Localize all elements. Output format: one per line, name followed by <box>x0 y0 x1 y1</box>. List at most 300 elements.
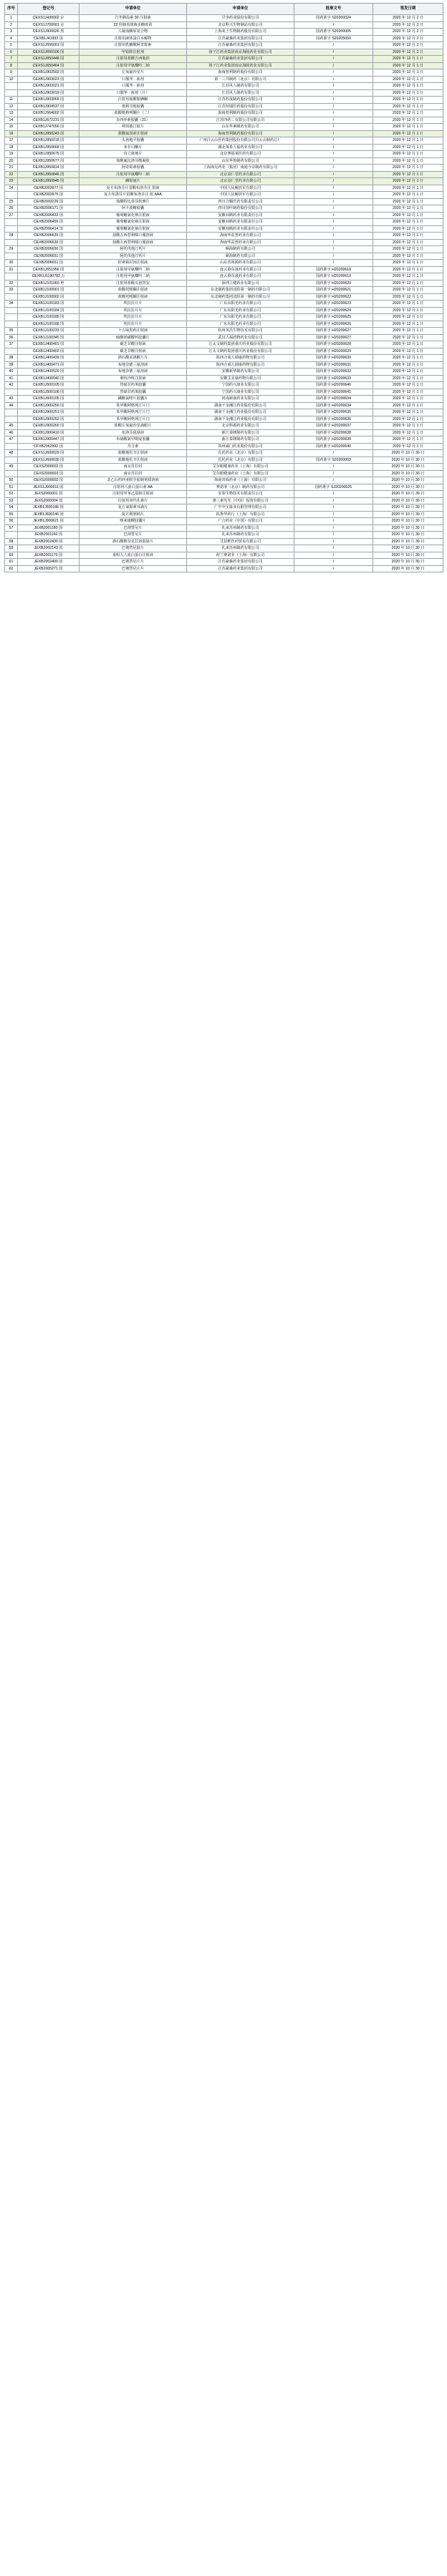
cell-approval-no: / <box>294 178 373 185</box>
cell-index <box>5 219 18 226</box>
cell-issue-date: 2020 年 12 月 1 日 <box>373 144 443 151</box>
cell-product: 23 价肺炎球菌多糖疫苗 <box>80 21 187 29</box>
cell-applicant: 陕西合成人瑞康药物有限公司 <box>187 355 294 362</box>
cell-applicant: 安徽双鹤药业有限责任公司 <box>187 219 294 226</box>
cell-approval-no: 国药准字 H20200636 <box>294 416 373 423</box>
cell-index: 30 <box>5 260 18 267</box>
cell-applicant: 海南普利制药股份有限公司 <box>187 69 294 77</box>
cell-applicant: 江太文制药集团重庆药业股份有限公司 <box>187 348 294 355</box>
header-row <box>5 4 443 15</box>
cell-register-no: CEXB1J100185 国 <box>18 314 80 321</box>
cell-applicant: 厮海制药有限公司 <box>187 246 294 253</box>
cell-applicant: 扬子江药业集团南京海陵药业有限公司 <box>187 62 294 69</box>
cell-approval-no: / <box>294 525 373 532</box>
table-row <box>5 348 443 355</box>
cell-applicant: 北京益仁堂药业有限公司 <box>187 171 294 178</box>
cell-issue-date: 2020 年 10 月 30 日 <box>373 457 443 464</box>
table-row <box>5 477 443 484</box>
cell-register-no: CEXB1J904537 国 <box>18 103 80 110</box>
cell-index: 32 <box>5 280 18 287</box>
cell-applicant: 中国人民解放军有限公司 <box>187 185 294 192</box>
cell-approval-no: / <box>294 545 373 552</box>
cell-issue-date: 2020 年 10 月 30 日 <box>373 538 443 545</box>
cell-product: 注射用盐酸吉西他滨 <box>80 56 187 63</box>
cell-issue-date: 2020 年 12 月 2 日 <box>373 42 443 49</box>
table-row <box>5 97 443 104</box>
table-row <box>5 491 443 498</box>
cell-applicant: 深圳立健药业有限公司 <box>187 280 294 287</box>
cell-issue-date: 2020 年 10 月 30 日 <box>373 464 443 471</box>
cell-issue-date: 2020 年 12 月 1 日 <box>373 178 443 185</box>
cell-product: 阿奇霉素胶囊 <box>80 165 187 172</box>
cell-issue-date: 2020 年 12 月 1 日 <box>373 253 443 260</box>
cell-index: 9 <box>5 69 18 77</box>
table-row <box>5 538 443 545</box>
cell-register-no: CEXB2003975 国 <box>18 192 80 199</box>
cell-issue-date: 2020 年 12 月 1 日 <box>373 334 443 341</box>
cell-index: 23 <box>5 178 18 185</box>
cell-index: 46 <box>5 429 18 436</box>
cell-applicant: 宁国药兴康业有限公司 <box>187 389 294 396</box>
cell-register-no: CEXB2006650 国 <box>18 246 80 253</box>
cell-approval-no: / <box>294 137 373 145</box>
cell-register-no: CEXS2000003 国 <box>18 470 80 477</box>
cell-register-no: CEXB1J564002 国 <box>18 110 80 117</box>
cell-product: 苯甲酸阿格列汀片门 <box>80 409 187 416</box>
table-row <box>5 382 443 389</box>
cell-applicant: 湖北莱希人福药业有限公司 <box>187 144 294 151</box>
cell-index: 5 <box>5 42 18 49</box>
cell-index: 62 <box>5 565 18 572</box>
cell-applicant: 四川国叶制药股份有限公司 <box>187 205 294 213</box>
cell-approval-no: / <box>294 470 373 477</box>
cell-product: 巴彻替尼片片 <box>80 559 187 566</box>
cell-index: 58 <box>5 538 18 545</box>
cell-product: 复方布洛芬片雷酸布洛芬注 射液 <box>80 185 187 192</box>
cell-index: 27 <box>5 212 18 219</box>
cell-issue-date: 2020 年 12 月 1 日 <box>373 443 443 450</box>
header-issue-date: 签发日期 <box>373 4 443 15</box>
cell-index: 28 <box>5 233 18 240</box>
cell-issue-date: 2020 年 12 月 1 日 <box>373 198 443 205</box>
cell-applicant: 安徽艾美康药物有限公司 <box>187 375 294 382</box>
cell-issue-date: 2020 年 12 月 1 日 <box>373 124 443 131</box>
cell-register-no: CEXB1J900410 国 <box>18 429 80 436</box>
cell-index: 2 <box>5 21 18 29</box>
cell-index: 29 <box>5 246 18 253</box>
cell-issue-date: 2020 年 12 月 1 日 <box>373 62 443 69</box>
table-row <box>5 130 443 137</box>
cell-issue-date: 2020 年 10 月 30 日 <box>373 470 443 477</box>
table-row <box>5 21 443 29</box>
cell-applicant: 扎托药业（北京）有限公司 <box>187 450 294 457</box>
header-index: 序号 <box>5 4 18 15</box>
cell-approval-no: 国药准字 H20200639 <box>294 436 373 444</box>
cell-index <box>5 409 18 416</box>
cell-applicant: 广州白云山医药集团股份有限公司白云山制药总厂 <box>187 137 294 145</box>
cell-approval-no: / <box>294 565 373 572</box>
table-row <box>5 532 443 539</box>
table-row <box>5 260 443 267</box>
cell-register-no: JEXB2001170 国 <box>18 552 80 559</box>
table-row <box>5 375 443 382</box>
cell-approval-no: 国药准字 H20200621 <box>294 287 373 294</box>
cell-product: 巴彻替尼片 <box>80 532 187 539</box>
table-row <box>5 450 443 457</box>
cell-applicant: 江苏四药二有限公司有限公司 <box>187 117 294 124</box>
table-row <box>5 545 443 552</box>
cell-approval-no: / <box>294 219 373 226</box>
cell-product: 口服华 · 液剂 <box>80 83 187 90</box>
cell-issue-date: 2020 年 12 月 1 日 <box>373 157 443 165</box>
cell-register-no: CEXB1J950668 国 <box>18 144 80 151</box>
cell-approval-no: / <box>294 552 373 559</box>
table-row <box>5 266 443 273</box>
table-row <box>5 436 443 444</box>
cell-issue-date: 2020 年 10 月 30 日 <box>373 504 443 512</box>
cell-index: 17 <box>5 137 18 145</box>
cell-product: 复方利胆钠片 <box>80 511 187 518</box>
cell-product: 注射用乳糖酸阿奇霉素 <box>80 42 187 49</box>
cell-index <box>5 532 18 539</box>
table-row <box>5 212 443 219</box>
cell-product: 重组人人血白蛋白注射液 <box>80 552 187 559</box>
cell-applicant: 江苏豪森药业集团有限公司 <box>187 35 294 42</box>
cell-register-no: CEXB1J1190782 万 <box>18 273 80 280</box>
cell-approval-no: 国药准字 H20200628 <box>294 341 373 348</box>
cell-product: 丹合素 <box>80 443 187 450</box>
cell-product: 注射用甲氨蝶呤二钠 <box>80 171 187 178</box>
cell-applicant: 连云港东晟药业有限公司 <box>187 266 294 273</box>
cell-approval-no: 国药准字 H20200622 <box>294 293 373 301</box>
cell-register-no: JEXB2002430 国 <box>18 538 80 545</box>
cell-index: 48 <box>5 450 18 457</box>
cell-register-no: CEXB1J900252 国 <box>18 416 80 423</box>
cell-product: 复方氯霉素耳滴片 <box>80 504 187 512</box>
cell-register-no: JEXB2002400 国 <box>18 559 80 566</box>
cell-applicant: 惠三素光光（中国）投资有限公司 <box>187 497 294 504</box>
cell-product: 磷霉氨片 <box>80 178 187 185</box>
approval-list-sheet <box>0 0 447 580</box>
cell-approval-no: / <box>294 62 373 69</box>
cell-issue-date: 2020 年 10 月 30 日 <box>373 532 443 539</box>
cell-register-no: CEXS1J650464 国 <box>18 62 80 69</box>
cell-index <box>5 348 18 355</box>
cell-approval-no: / <box>294 239 373 246</box>
cell-issue-date: 2020 年 12 月 1 日 <box>373 396 443 403</box>
cell-register-no: CEXB1J100184 国 <box>18 307 80 314</box>
table-row <box>5 89 443 97</box>
table-row <box>5 62 443 69</box>
cell-approval-no: 国药准字 H20200641 <box>294 389 373 396</box>
cell-product: 北乙白药西亚胺苷胶制剂质溶液 <box>80 477 187 484</box>
cell-approval-no: 国药准字 H20200634 <box>294 396 373 403</box>
cell-index: 61 <box>5 559 18 566</box>
cell-register-no: CEXB1J400402 国 <box>18 348 80 355</box>
cell-applicant: 甘李药业股份有限公司 <box>187 15 294 22</box>
cell-product: 门冬胰岛素 30 注射液 <box>80 15 187 22</box>
cell-approval-no: / <box>294 450 373 457</box>
cell-index <box>5 443 18 450</box>
cell-issue-date: 2020 年 12 月 1 日 <box>373 83 443 90</box>
cell-index: 57 <box>5 525 18 532</box>
cell-index: 50 <box>5 477 18 484</box>
cell-index: 31 <box>5 266 18 273</box>
cell-index: 19 <box>5 151 18 158</box>
cell-register-no: CEXB1J903023 国 <box>18 76 80 83</box>
cell-register-no: CEXB2006455 国 <box>18 219 80 226</box>
cell-approval-no: 国药准字 H20200631 <box>294 361 373 369</box>
cell-product: 苯甲酸阿格列汀片门 <box>80 402 187 409</box>
cell-issue-date: 2020 年 10 月 30 日 <box>373 559 443 566</box>
cell-register-no: CEXB1J100001 国 <box>18 287 80 294</box>
cell-index: 11 <box>5 97 18 104</box>
cell-index: 3 <box>5 29 18 36</box>
cell-register-no: JEXB2001160 国 <box>18 532 80 539</box>
table-row <box>5 35 443 42</box>
table-row <box>5 552 443 559</box>
cell-product: 注射用甲苯乙基胺注射液 <box>80 491 187 498</box>
cell-product: 注射用双代孔素片 <box>80 497 187 504</box>
cell-register-no: JEXB2005271 国 <box>18 565 80 572</box>
cell-approval-no: 国药准字 SJ20200025 <box>294 484 373 491</box>
table-row <box>5 280 443 287</box>
cell-approval-no: 国药准字 H20200618 <box>294 266 373 273</box>
cell-index: 42 <box>5 382 18 389</box>
cell-issue-date: 2020 年 12 月 1 日 <box>373 103 443 110</box>
table-row <box>5 198 443 205</box>
cell-issue-date: 2020 年 12 月 1 日 <box>373 212 443 219</box>
cell-register-no: JEXB1J600146 国 <box>18 511 80 518</box>
cell-index <box>5 253 18 260</box>
cell-index: 40 <box>5 369 18 376</box>
cell-register-no: CEXS1J700001 京 <box>18 21 80 29</box>
cell-index: 37 <box>5 341 18 348</box>
cell-issue-date: 2020 年 12 月 1 日 <box>373 314 443 321</box>
cell-issue-date: 2020 年 12 月 1 日 <box>373 369 443 376</box>
cell-index: 7 <box>5 56 18 63</box>
table-row <box>5 361 443 369</box>
cell-register-no: CEXB1J950846 国 <box>18 171 80 178</box>
cell-register-no: CEXB1J950218 国 <box>18 137 80 145</box>
cell-issue-date: 2020 年 12 月 2 日 <box>373 49 443 56</box>
cell-approval-no: 国药准字 H20200633 <box>294 375 373 382</box>
cell-issue-date: 2020 年 12 月 1 日 <box>373 56 443 63</box>
table-row <box>5 423 443 430</box>
cell-approval-no: / <box>294 260 373 267</box>
cell-register-no: CEXS1J600030 国 <box>18 457 80 464</box>
cell-index: 54 <box>5 504 18 512</box>
cell-applicant: 海南普利制药股份有限公司 <box>187 130 294 137</box>
cell-index <box>5 389 18 396</box>
table-row <box>5 246 443 253</box>
cell-product: 硫酸镁碳酸钙胶囊片 <box>80 334 187 341</box>
cell-product: 左氧氟沙星片 <box>80 69 187 77</box>
cell-product: 埃拉拉片片 <box>80 321 187 328</box>
cell-product: 多西环素胶囊（21） <box>80 117 187 124</box>
table-row <box>5 511 443 518</box>
cell-issue-date: 2020 年 12 月 1 日 <box>373 185 443 192</box>
table-row <box>5 239 443 246</box>
cell-applicant: 湖南千金湘江药业股份有限公司 <box>187 409 294 416</box>
cell-approval-no: / <box>294 225 373 233</box>
cell-register-no: CEXB1J41993 国 <box>18 35 80 42</box>
table-row <box>5 69 443 77</box>
cell-register-no: CEXB1J100002 国 <box>18 293 80 301</box>
table-row <box>5 205 443 213</box>
cell-index: 4 <box>5 35 18 42</box>
table-row <box>5 15 443 22</box>
cell-applicant: 北京益仁堂药业有限公司 <box>187 178 294 185</box>
cell-applicant: 荷兰赛诺菲（上海）有限公司 <box>187 552 294 559</box>
cell-product: 盐酸氨溴索注射液 <box>80 130 187 137</box>
table-row <box>5 307 443 314</box>
cell-applicant: 江苏恒瑞医药股份有限公司 <box>187 103 294 110</box>
table-row <box>5 321 443 328</box>
cell-register-no: CEXB1J902503 国 <box>18 69 80 77</box>
cell-register-no: JEXS2000004 国 <box>18 497 80 504</box>
table-row <box>5 192 443 199</box>
cell-register-no: CEXS2000002 国 <box>18 464 80 471</box>
cell-product: 甲钴胺注射剂 <box>80 49 187 56</box>
cell-approval-no: / <box>294 165 373 172</box>
cell-issue-date: 2020 年 12 月 1 日 <box>373 117 443 124</box>
cell-approval-no: / <box>294 497 373 504</box>
cell-register-no: CEXB1J950675 国 <box>18 151 80 158</box>
cell-applicant: 杭州英昌生物技术有限公司 <box>187 328 294 335</box>
cell-index: 35 <box>5 328 18 335</box>
table-row <box>5 76 443 83</box>
cell-index: 60 <box>5 552 18 559</box>
cell-applicant: 安徽双鹤药业有限责任公司 <box>187 225 294 233</box>
cell-index <box>5 89 18 97</box>
cell-applicant: 武汉人福药物药业有限公司 <box>187 334 294 341</box>
cell-applicant: 海南华益普药业有限公司 <box>187 233 294 240</box>
cell-issue-date: 2020 年 10 月 30 日 <box>373 525 443 532</box>
cell-index <box>5 225 18 233</box>
cell-applicant: 江苏风人制药有限公司 <box>187 83 294 90</box>
cell-register-no: CEXS1J650448 国 <box>18 56 80 63</box>
cell-issue-date: 2020 年 12 月 1 日 <box>373 382 443 389</box>
cell-approval-no: / <box>294 185 373 192</box>
cell-index: 56 <box>5 518 18 525</box>
cell-approval-no: / <box>294 253 373 260</box>
cell-applicant: 四川合顺医药有限责任公司 <box>187 198 294 205</box>
cell-issue-date: 2020 年 12 月 1 日 <box>373 321 443 328</box>
cell-product: 埃拉拉片片 <box>80 314 187 321</box>
cell-product: 肝素钠封闭注射液 <box>80 260 187 267</box>
table-row <box>5 253 443 260</box>
cell-register-no: CEXS1J556001 国 <box>18 42 80 49</box>
cell-issue-date: 2020 年 12 月 1 日 <box>373 416 443 423</box>
cell-issue-date: 2020 年 12 月 1 日 <box>373 328 443 335</box>
cell-issue-date: 2020 年 12 月 1 日 <box>373 233 443 240</box>
cell-approval-no: 国药准字 H20200640 <box>294 382 373 389</box>
cell-approval-no: / <box>294 171 373 178</box>
cell-approval-no: / <box>294 21 373 29</box>
table-row <box>5 457 443 464</box>
header-applicant: 申请单位 <box>187 4 294 15</box>
cell-index: 41 <box>5 375 18 382</box>
cell-register-no: CEXS1J900026 黑 <box>18 29 80 36</box>
cell-register-no: CEXB1J500105 国 <box>18 382 80 389</box>
cell-applicant: 安徽双鹤药业有限责任公司 <box>187 212 294 219</box>
cell-product: 阿托伐他汀钙片 <box>80 246 187 253</box>
cell-index: 43 <box>5 396 18 403</box>
cell-index: 53 <box>5 497 18 504</box>
table-row <box>5 144 443 151</box>
cell-issue-date: 2020 年 12 月 1 日 <box>373 97 443 104</box>
cell-issue-date: 2020 年 12 月 1 日 <box>373 409 443 416</box>
cell-register-no: CEXB1J100186 国 <box>18 321 80 328</box>
cell-issue-date: 2020 年 12 月 1 日 <box>373 436 443 444</box>
cell-applicant: 北京科兴生物制品有限公司 <box>187 21 294 29</box>
table-row <box>5 49 443 56</box>
cell-applicant: 上海海尼药业（集团）南通今奈制药有限公司 <box>187 165 294 172</box>
cell-product: 布地奈德三氨溶液 <box>80 369 187 376</box>
table-row <box>5 429 443 436</box>
cell-register-no: CEXB1J903065 国 <box>18 97 80 104</box>
cell-register-no: CEXB1J400471 国 <box>18 361 80 369</box>
cell-applicant: 东北制药集团沈阳第一制药有限公司 <box>187 287 294 294</box>
cell-register-no: JEXB2002143 国 <box>18 545 80 552</box>
cell-product: 复方布洛芬片雷酸布洛芬注 射 AAA <box>80 192 187 199</box>
cell-register-no: CEXB1J400401 国 <box>18 341 80 348</box>
cell-index: 21 <box>5 165 18 172</box>
cell-applicant: 艾尔眼健康药业（上海）有限公司 <box>187 464 294 471</box>
cell-approval-no: / <box>294 205 373 213</box>
table-row <box>5 56 443 63</box>
cell-index <box>5 293 18 301</box>
table-row <box>5 165 443 172</box>
cell-register-no: CEXS2000002 国 <box>18 477 80 484</box>
cell-approval-no: / <box>294 559 373 566</box>
cell-register-no: JEXS2000001 国 <box>18 491 80 498</box>
cell-product: 苯甲酸阿格列汀片门 <box>80 416 187 423</box>
cell-applicant: 海南普利制药股份有限公司 <box>187 110 294 117</box>
cell-applicant: 拓鲁华药行（上海）有限公司 <box>187 511 294 518</box>
cell-issue-date: 2020 年 12 月 1 日 <box>373 273 443 280</box>
cell-register-no: JEXB1J900621 国 <box>18 518 80 525</box>
cell-issue-date: 2020 年 10 月 30 日 <box>373 565 443 572</box>
cell-approval-no: 国药准字 H20200632 <box>294 369 373 376</box>
cell-approval-no: 国药准字 H20200630 <box>294 355 373 362</box>
cell-index <box>5 273 18 280</box>
cell-register-no: CEXB1J950945 国 <box>18 178 80 185</box>
cell-issue-date: 2020 年 12 月 1 日 <box>373 429 443 436</box>
cell-applicant: 海南双成药业（上海）有限公司 <box>187 477 294 484</box>
cell-applicant: 浙江泰隆制药有限公司 <box>187 429 294 436</box>
cell-approval-no: / <box>294 518 373 525</box>
cell-index: 15 <box>5 124 18 131</box>
cell-register-no: CEXB2006171 国 <box>18 205 80 213</box>
cell-approval-no: 国药准字 S20200024 <box>294 15 373 22</box>
cell-applicant: 浙江泰隆制药有限公司 <box>187 436 294 444</box>
cell-issue-date: 2020 年 12 月 1 日 <box>373 307 443 314</box>
cell-index <box>5 239 18 246</box>
cell-register-no: CEXB1J900260 国 <box>18 423 80 430</box>
cell-approval-no: 国药准字 H20200627 <box>294 328 373 335</box>
table-body <box>5 15 443 572</box>
cell-issue-date: 2020 年 12 月 1 日 <box>373 192 443 199</box>
cell-approval-no: / <box>294 130 373 137</box>
cell-register-no: CEXB1J903021 国 <box>18 83 80 90</box>
table-row <box>5 525 443 532</box>
cell-applicant: 贵州威门药业股份有限公司 <box>187 443 294 450</box>
cell-issue-date: 2020 年 12 月 1 日 <box>373 239 443 246</box>
cell-issue-date: 2020 年 10 月 30 日 <box>373 545 443 552</box>
cell-register-no: JEXB1J600186 国 <box>18 504 80 512</box>
